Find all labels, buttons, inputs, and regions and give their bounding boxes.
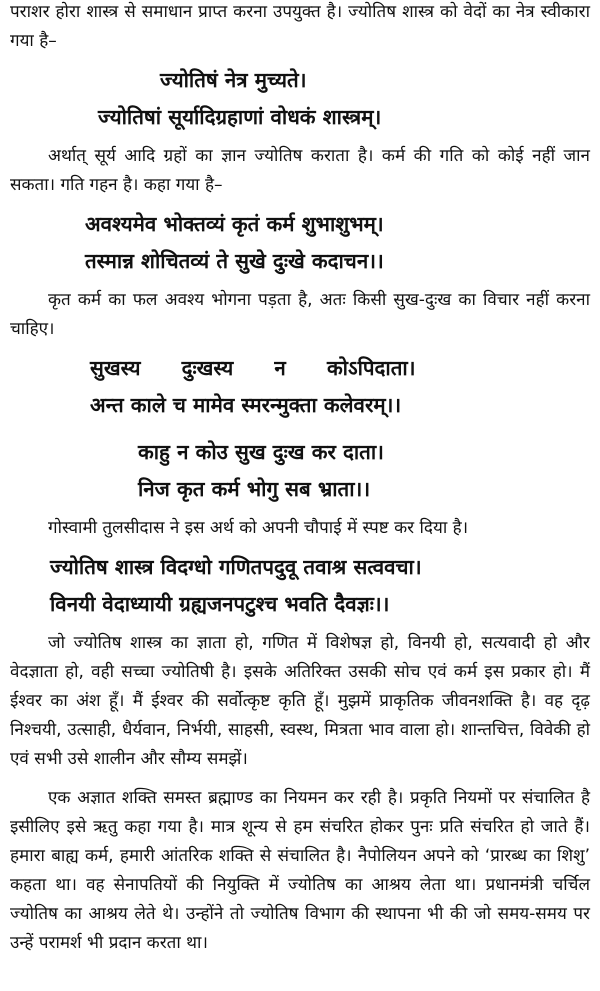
paragraph-arthat: अर्थात् सूर्य आदि ग्रहों का ज्ञान ज्योतिष कराता है। कर्म की गति को कोई नहीं जान सकता। गति गहन है। कहा गया है– [10,146,590,195]
verse-line: काहु न कोउ सुख दुःख कर दाता। [138,440,384,464]
verse-line: ज्योतिषं नेत्र मुच्यते। [160,68,307,92]
verse-jyotisham [10,62,590,136]
verse-line: निज कृत कर्म भोगु सब भ्राता।। [138,477,371,501]
verse-line: अन्त काले च मामेव स्मरन्मुक्ता कलेवरम्।। [90,393,402,417]
paragraph-jyotishi-qualities: जो ज्योतिष शास्त्र का ज्ञाता हो, गणित में विशेषज्ञ हो, विनयी हो, सत्यवादी हो और वेदज्ञाता हो, वही सच्चा ज्योतिषी है। इसके अतिरिक्त उसकी सोच एवं कर्म इस प्रकार हो। मैं ईश्वर का अंश हूँ। मैं ईश्वर की सर्वोत्कृष्ट कृति हूँ। मुझमें प्राकृतिक जीवनशक्ति है। वह दृढ़ निश्चयी, उत्साही, धैर्यवान, निर्भयी, साहसी, स्वस्थ, मित्रता भाव वाला हो। शान्तचित्त, विवेकी हो एवं सभी उसे शालीन और सौम्य समझें। [10,633,590,769]
verse-line: ज्योतिष शास्त्र विदग्धो गणितपदुवू तवाश्र सत्ववचा। [50,555,422,579]
paragraph-agyat-shakti: एक अज्ञात शक्ति समस्त ब्रह्माण्ड का नियमन कर रही है। प्रकृति नियमों पर संचालित है इसीलिए इसे ऋतु कहा गया है। मात्र शून्य से हम संचरित होकर पुनः प्रति संचरित हो जाते हैं। हमारा बाह्य कर्म, हमारी आंतरिक शक्ति से संचालित है। नैपोलियन अपने को ‘प्रारब्ध का शिशु’ कहता था। वह सेनापतियों की नियुक्ति में ज्योतिष का आश्रय लेता था। प्रधानमंत्री चर्चिल ज्योतिष का आश्रय लेते थे। उन्होंने तो ज्योतिष विभाग की स्थापना भी की जो समय-समय पर उन्हें परामर्श भी प्रदान करता था। [10,788,590,953]
paragraph-intro: पराशर होरा शास्त्र से समाधान प्राप्त करना उपयुक्त है। ज्योतिष शास्त्र को वेदों का नेत्र स्वीकारा गया है– [10,2,590,51]
verse-kahu [10,434,590,508]
verse-line: अवश्यमेव भोक्तव्यं कृतं कर्म शुभाशुभम्। [85,212,384,236]
verse-avashyameva [10,206,590,280]
verse-jyotish-shastra [10,549,590,623]
paragraph-krit-karma: कृत कर्म का फल अवश्य भोगना पड़ता है, अतः किसी सुख-दुःख का विचार नहीं करना चाहिए। [10,290,590,339]
verse-line: तस्मान्न शोचितव्यं ते सुखे दुःखे कदाचन।। [85,249,384,273]
verse-line: सुखस्य दुःखस्य न कोऽपिदाता। [90,356,416,380]
paragraph-tulsidas: गोस्वामी तुलसीदास ने इस अर्थ को अपनी चौपाई में स्पष्ट कर दिया है। [48,518,469,538]
verse-line: ज्योतिषां सूर्यादिग्रहाणां वोधकं शास्त्रम्। [98,105,382,129]
verse-sukhasya [10,350,590,424]
verse-line: विनयी वेदाध्यायी ग्रह्यजनपटुश्च भवति दैवज्ञः।। [50,592,390,616]
